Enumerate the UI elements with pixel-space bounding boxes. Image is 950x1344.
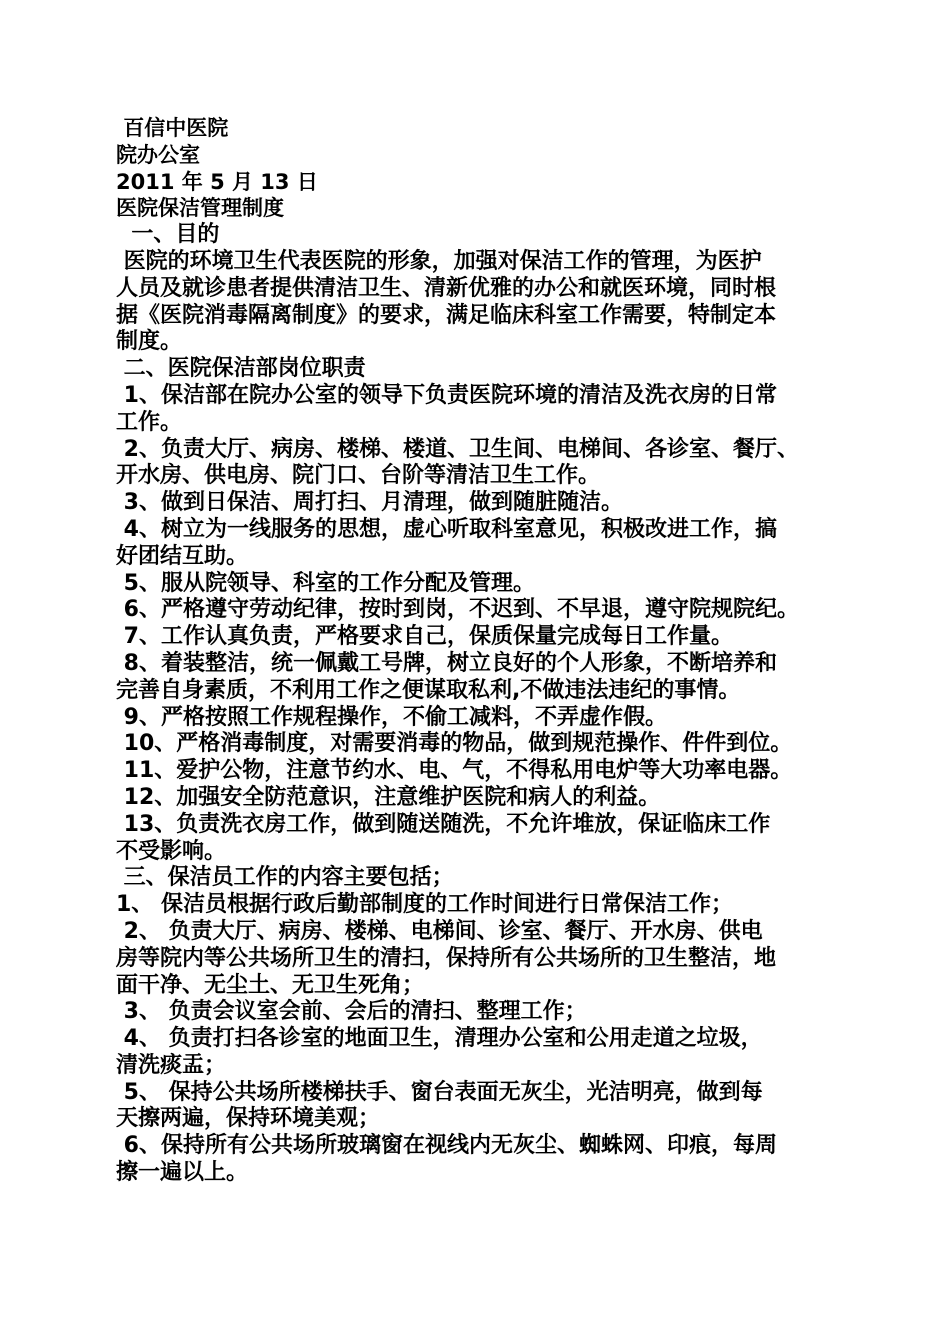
body-line: 好团结互助。: [116, 543, 249, 569]
body-line: 9、严格按照工作规程操作，不偷工减料，不弄虚作假。: [116, 704, 667, 730]
body-line: 6、严格遵守劳动纪律，按时到岗，不迟到、不早退，遵守院规院纪。: [116, 597, 799, 623]
body-line: 人员及就诊患者提供清洁卫生、清新优雅的办公和就医环境，同时根: [116, 275, 777, 301]
body-line: 7、工作认真负责，严格要求自己，保质保量完成每日工作量。: [116, 624, 733, 650]
body-line: 2、负责大厅、病房、楼梯、楼道、卫生间、电梯间、各诊室、餐厅、: [116, 436, 799, 462]
body-line: 10、严格消毒制度，对需要消毒的物品，做到规范操作、件件到位。: [116, 731, 793, 757]
body-line: 1、 保洁员根据行政后勤部制度的工作时间进行日常保洁工作；: [116, 892, 733, 918]
body-line: 11、爱护公物，注意节约水、电、气，不得私用电炉等大功率电器。: [116, 758, 793, 784]
body-line: 13、负责洗衣房工作，做到随送随洗，不允许堆放，保证临床工作: [116, 811, 771, 837]
section-heading-content: 三、保洁员工作的内容主要包括；: [116, 865, 454, 891]
hospital-name: 百信中医院: [116, 116, 229, 140]
body-line: 开水房、供电房、院门口、台阶等清洁卫生工作。: [116, 463, 601, 489]
body-line: 据《医院消毒隔离制度》的要求，满足临床科室工作需要，特制定本: [116, 302, 777, 328]
body-line: 3、做到日保洁、周打扫、月清理，做到随脏随洁。: [116, 490, 623, 516]
body-line: 12、加强安全防范意识，注意维护医院和病人的利益。: [116, 784, 661, 810]
body-line: 4、树立为一线服务的思想，虚心听取科室意见，积极改进工作，搞: [116, 516, 777, 542]
body-line: 完善自身素质，不利用工作之便谋取私利,不做违法违纪的事情。: [116, 677, 741, 703]
body-line: 工作。: [116, 409, 183, 435]
body-line: 1、保洁部在院办公室的领导下负责医院环境的清洁及洗衣房的日常: [116, 382, 777, 408]
body-line: 4、 负责打扫各诊室的地面卫生，清理办公室和公用走道之垃圾，: [116, 1026, 763, 1052]
body-line: 不受影响。: [116, 838, 227, 864]
department-name: 院办公室: [116, 142, 200, 167]
body-line: 医院的环境卫生代表医院的形象，加强对保洁工作的管理，为医护: [116, 248, 762, 274]
body-line: 天擦两遍，保持环境美观；: [116, 1106, 381, 1132]
body-line: 3、 负责会议室会前、会后的清扫、整理工作；: [116, 999, 587, 1025]
body-line: 清洗痰盂；: [116, 1052, 227, 1078]
body-line: 房等院内等公共场所卫生的清扫，保持所有公共场所的卫生整洁，地: [116, 945, 777, 971]
document-page: [116, 115, 846, 1187]
section-heading-duties: 二、医院保洁部岗位职责: [116, 356, 366, 382]
body-line: 8、着装整洁，统一佩戴工号牌，树立良好的个人形象，不断培养和: [116, 650, 777, 676]
body-line: 面干净、无尘土、无卫生死角；: [116, 972, 425, 998]
body-line: 6、保持所有公共场所玻璃窗在视线内无灰尘、蜘蛛网、印痕，每周: [116, 1133, 777, 1159]
document-date: 2011 年 5 月 13 日: [116, 169, 318, 194]
document-title: 医院保洁管理制度: [116, 196, 284, 221]
body-line: 5、服从院领导、科室的工作分配及管理。: [116, 570, 535, 596]
section-heading-purpose: 一、目的: [116, 222, 220, 248]
body-line: 擦一遍以上。: [116, 1160, 249, 1186]
body-line: 制度。: [116, 329, 183, 355]
body-line: 2、 负责大厅、病房、楼梯、电梯间、诊室、餐厅、开水房、供电: [116, 918, 763, 944]
body-line: 5、 保持公共场所楼梯扶手、窗台表面无灰尘，光洁明亮，做到每: [116, 1079, 763, 1105]
